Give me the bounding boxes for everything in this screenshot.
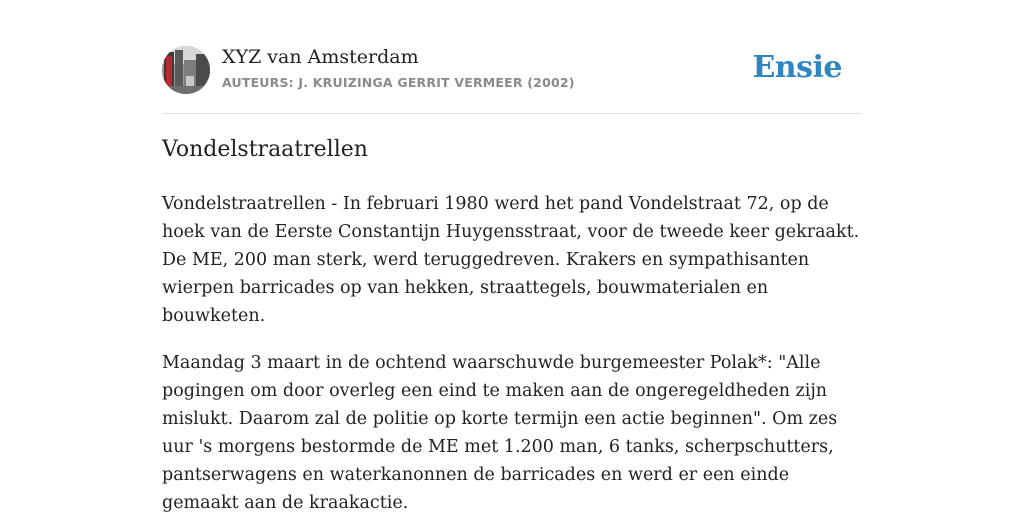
ensie-logo-link[interactable]: Ensie [752,50,842,85]
entry-paragraph: Vondelstraatrellen - In februari 1980 werd het pand Vondelstraat 72, op de hoek van de Eerste Constantijn Huygensstraat, voor de tweede keer gekraakt. De ME, 200 man sterk, werd teruggedreven. Krakers en sympathisanten wierpen barricades op van hekken, straattegels, bouwmaterialen en bouwketen. [162,194,860,326]
book-title[interactable]: XYZ van Amsterdam [222,46,419,68]
entry-body [162,190,867,512]
entry-paragraph: Maandag 3 maart in de ochtend waarschuwde burgemeester Polak*: "Alle pogingen om door overleg een eind te maken aan de ongeregeldheden zijn mislukt. Daarom zal de politie op korte termijn een actie beginnen". Om zes uur 's morgens bestormde de ME met 1.200 man, 6 tanks, scherpschutters, pantserwagens en waterkanonnen de barricades en werd er een einde gemaakt aan de kraakactie. [162,353,838,512]
book-cover-avatar[interactable] [162,46,210,94]
entry-header [162,46,862,96]
book-cover-thumbnail-icon [162,46,210,94]
entry-title: Vondelstraatrellen [162,137,368,162]
header-divider [162,113,862,114]
book-authors: AUTEURS: J. KRUIZINGA GERRIT VERMEER (2002) [222,75,575,90]
